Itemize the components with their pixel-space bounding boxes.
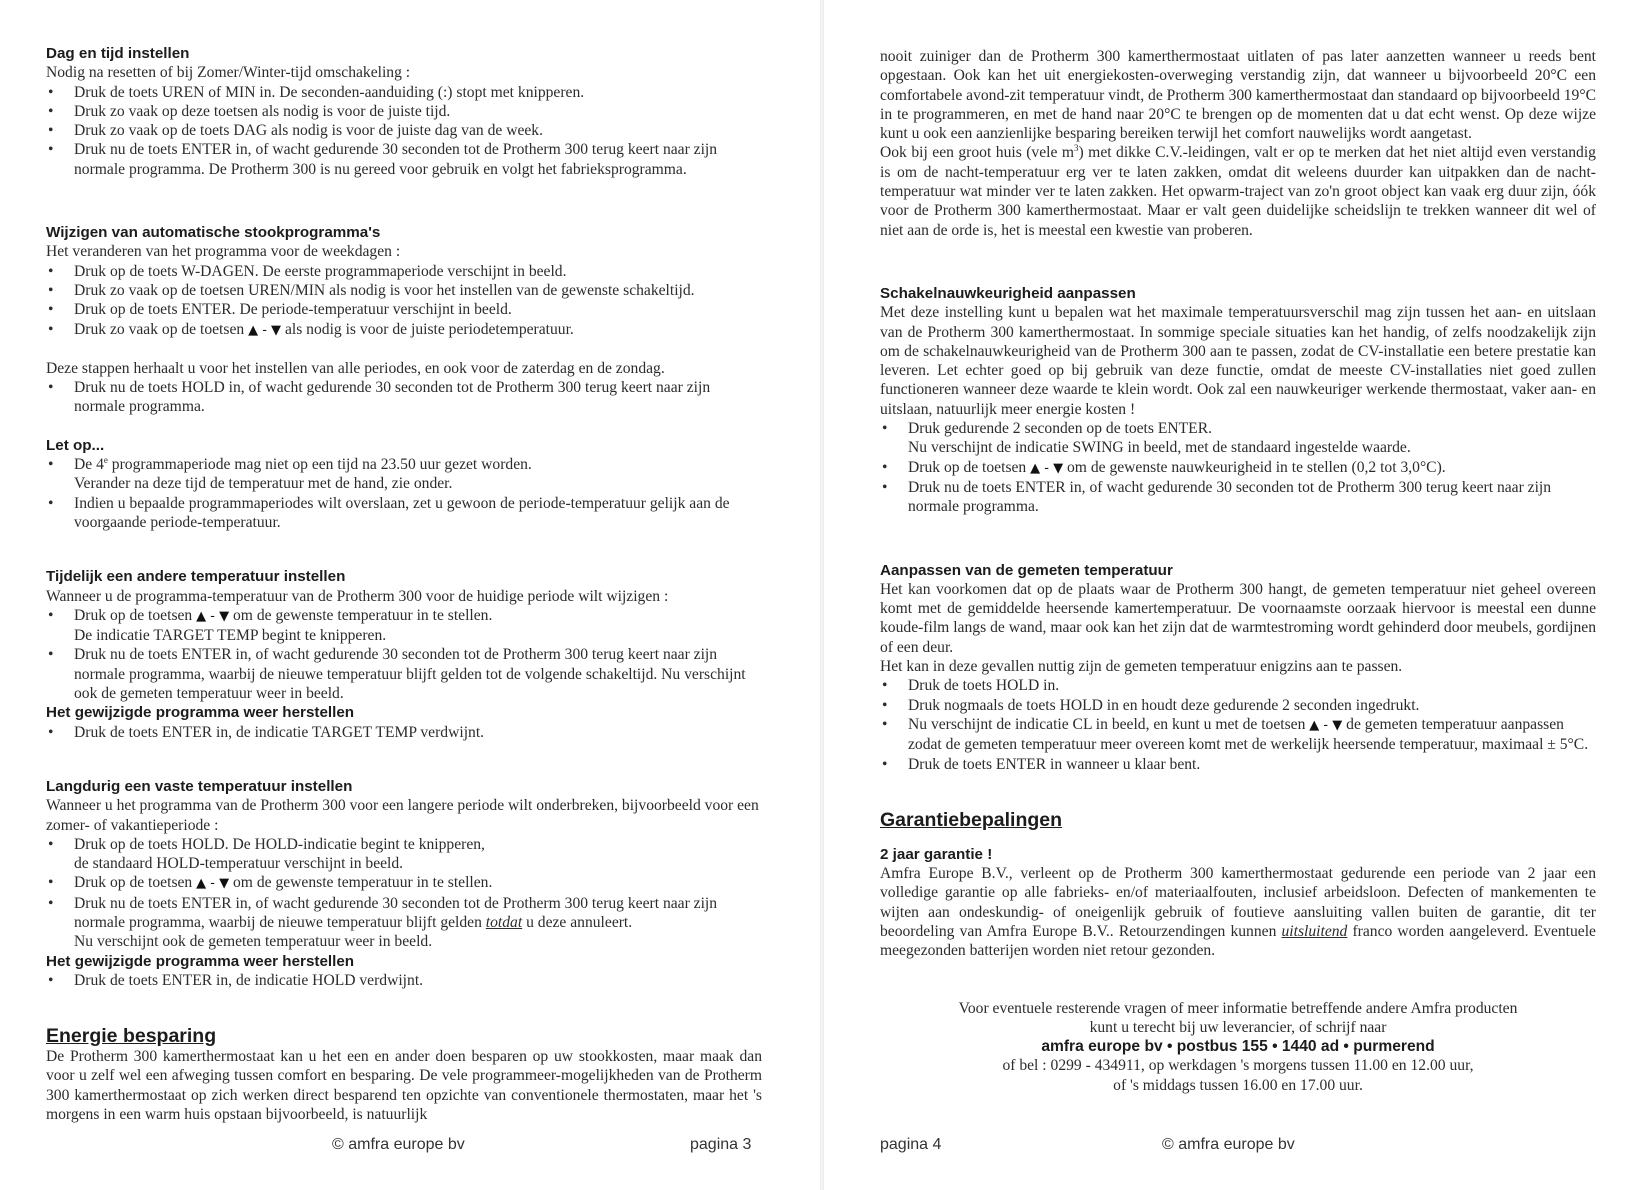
- list-item-text: Druk op de toets HOLD. De HOLD-indicatie begint te knipperen,: [74, 835, 485, 853]
- list-item: • Druk nu de toets ENTER in, of wacht gedurende 30 seconden tot de Protherm 300 terug keert naar zijn normale programma, waarbij de nieuwe temperatuur blijft gelden tot de volgende schakeltijd. Nu verschijnt ook de gemeten temperatuur weer in beeld.: [46, 645, 762, 703]
- paragraph-text: ) met dikke C.V.-leidingen, valt er op te merken dat het niet altijd even verstandig is om de nacht-temperatuur erg ver te laten zakken, omdat dit weleens duurder kan uitpakken dan de nacht-temperatuur wat minder ver te laten zakken. Het opwarm-traject van zo'n groot object kan vaak erg duur zijn, óók voor de Protherm 300 kamerthermostaat. Maar er valt geen duidelijke scheidslijn te trekken wanneer dit wel of niet aan de orde is, het is meestal een kwestie van proberen.: [880, 144, 1596, 239]
- paragraph: Deze stappen herhaalt u voor het instellen van alle periodes, en ook voor de zaterdag en de zondag.: [46, 359, 665, 377]
- list-item-text: Druk gedurende 2 seconden op de toets ENTER.: [908, 420, 1212, 438]
- superscript: e: [103, 454, 108, 465]
- list-item: [46, 894, 762, 952]
- list-item-continuation: Verander na deze tijd de temperatuur met de hand, zie onder.: [74, 475, 453, 493]
- list-item: [880, 419, 1596, 458]
- list-item: • Druk de toets ENTER in wanneer u klaar bent.: [880, 755, 1596, 774]
- list-item: • Druk nu de toets ENTER in, of wacht gedurende 30 seconden tot de Protherm 300 terug keert naar zijn normale programma.: [880, 478, 1596, 517]
- list-item-text: u deze annuleert.: [526, 913, 633, 931]
- contact-line: of bel : 0299 - 434911, op werkdagen 's morgens tussen 11.00 en 12.00 uur,: [1002, 1057, 1474, 1075]
- list-item: [46, 835, 762, 874]
- paragraph: Met deze instelling kunt u bepalen wat het maximale temperatuursverschil mag zijn tussen het aan- en uitslaan van de Protherm 300 kamerthermostaat. In sommige speciale situaties kan het handig, of zelfs noodzakelijk zijn om de schakelnauwkeurigheid van de Protherm 300 aan te passen, zodat de CV-installatie een betere prestatie kan leveren. Let echter goed op bij gebruik van deze functie, omdat de meeste CV-installaties niet goed zullen functioneren wanneer deze waarde te klein wordt. Ook zal een nauwkeuriger werkende thermostaat, vaker aan- en uitslaan, natuurlijk meer energie kosten !: [880, 304, 1596, 418]
- paragraph-text: franco worden aangeleverd. Eventuele meegezonden batterijen worden niet retour gezonden.: [880, 922, 1596, 960]
- up-down-arrows-icon: ▲ - ▼: [196, 608, 230, 624]
- footer-copyright: © amfra europe bv: [332, 1136, 465, 1153]
- section-intro: Wanneer u de programma-temperatuur van de Protherm 300 voor de huidige periode wilt wijzigen :: [46, 587, 669, 605]
- list-item-continuation: Nu verschijnt de indicatie SWING in beeld, met de standaard ingestelde waarde.: [908, 439, 1411, 457]
- list-item-text: Druk nu de toets ENTER in, of wacht gedurende 30 seconden tot de Protherm 300 terug keert naar zijn normale programma, waarbij de nieuwe temperatuur blijft gelden: [74, 894, 718, 931]
- up-down-arrows-icon: ▲ - ▼: [1309, 717, 1343, 733]
- footer-copyright: © amfra europe bv: [1162, 1136, 1295, 1153]
- section-title-stookprogramma: Wijzigen van automatische stookprogramma's: [46, 224, 381, 242]
- list-item-text: Druk op de toetsen: [74, 874, 193, 892]
- paragraph: nooit zuiniger dan de Protherm 300 kamerthermostaat uitlaten of pas later aanzetten wanneer u reeds bent opgestaan. Ook kan het uit energiekosten-overweging verstandig zijn, dat wanneer u bijvoorbeeld 20°C een comfortabele avond-zit temperatuur vindt, de Protherm 300 kamerthermostaat dan standaard op bijvoorbeeld 19°C in te programmeren, en met de hand naar 20°C te brengen op de momenten dat u dat echt wenst. Op deze wijze kunt u ook een aanzienlijke besparing bereiken terwijl het comfort nauwelijks wordt aangetast.: [880, 48, 1596, 143]
- paragraph-text: Amfra Europe B.V., verleent op de Protherm 300 kamerthermostaat gedurende een periode van 2 jaar een volledige garantie op alle fabrieks- en/of materiaalfouten, inclusief arbeidsloon. Defecten of mankementen te wijten aan ondeskundig- of oneigenlijk gebruik of foutieve aansluiting vallen buiten de garantie, dit ter beoordeling van Amfra Europe B.V.. Retourzendingen kunnen: [880, 865, 1596, 940]
- bullet-list: [46, 378, 762, 417]
- right-page: [822, 0, 1650, 1190]
- list-item-text: programmaperiode mag niet op een tijd na 23.50 uur gezet worden.: [107, 456, 532, 474]
- emphasis-totdat: totdat: [485, 913, 523, 931]
- contact-line: Voor eventuele resterende vragen of meer informatie betreffende andere Amfra producten: [958, 999, 1518, 1017]
- list-item: • Indien u bepaalde programmaperiodes wilt overslaan, zet u gewoon de periode-temperatuur gelijk aan de voorgaande periode-temperatuur.: [46, 494, 762, 533]
- list-item: • Druk zo vaak op de toetsen UREN/MIN als nodig is voor het instellen van de gewenste schakeltijd.: [46, 281, 762, 300]
- left-page: [0, 0, 822, 1190]
- bullet-list: [46, 262, 762, 340]
- list-item: [880, 715, 1596, 755]
- paragraph: [880, 864, 1596, 960]
- list-item: [46, 873, 762, 893]
- section-title-tijdelijk: Tijdelijk een andere temperatuur instellen: [46, 568, 346, 586]
- list-item: • Druk de toets ENTER in, de indicatie HOLD verdwijnt.: [46, 971, 762, 990]
- list-item: • Druk op de toets W-DAGEN. De eerste programmaperiode verschijnt in beeld.: [46, 262, 762, 281]
- sub-title-herstellen: Het gewijzigde programma weer herstellen: [46, 704, 355, 722]
- list-item: • Druk op de toets ENTER. De periode-temperatuur verschijnt in beeld.: [46, 300, 762, 319]
- section-title-gemeten-temperatuur: Aanpassen van de gemeten temperatuur: [880, 561, 1173, 579]
- superscript: 3: [1074, 143, 1079, 154]
- paragraph: De Protherm 300 kamerthermostaat kan u het een en ander doen besparen op uw stookkosten, maar maak dan voor u zelf wel een afweging tussen comfort en besparing. De vele programmeer-mogelijkheden van de Protherm 300 kamerthermostaat op zich werken direct besparend ten opzichte van conventionele thermostaten, maar het 's morgens in een warm huis opstaan bijvoorbeeld, is natuurlijk: [46, 1048, 762, 1124]
- up-down-arrows-icon: ▲ - ▼: [248, 322, 282, 338]
- list-item: [46, 320, 762, 340]
- list-item-text: om de gewenste temperatuur in te stellen.: [233, 606, 493, 624]
- section-title-dag-en-tijd: Dag en tijd instellen: [46, 45, 190, 62]
- list-item: • Druk de toets HOLD in.: [880, 676, 1596, 695]
- bullet-list: [46, 835, 762, 952]
- list-item: • Druk nogmaals de toets HOLD in en houdt deze gedurende 2 seconden ingedrukt.: [880, 696, 1596, 715]
- emphasis-uitsluitend: uitsluitend: [1281, 922, 1348, 940]
- list-item: [46, 606, 762, 646]
- list-item-text: Druk op de toetsen: [908, 458, 1027, 476]
- section-title-garantiebepalingen: Garantiebepalingen: [880, 808, 1063, 831]
- section-title-energie-besparing: Energie besparing: [46, 1025, 217, 1048]
- list-item: • Druk zo vaak op deze toetsen als nodig is voor de juiste tijd.: [46, 102, 762, 121]
- footer-page-number: pagina 3: [690, 1136, 752, 1153]
- left-column: [46, 44, 762, 1124]
- bullet-list: [880, 419, 1596, 516]
- sub-title-garantie: 2 jaar garantie !: [880, 845, 993, 863]
- section-intro: Nodig na resetten of bij Zomer/Winter-tijd omschakeling :: [46, 64, 411, 82]
- list-item-text: Nu verschijnt de indicatie CL in beeld, en kunt u met de toetsen: [908, 715, 1306, 733]
- section-intro: Wanneer u het programma van de Protherm 300 voor een langere periode wilt onderbreken, bijvoorbeeld voor een zomer- of vakantieperiode :: [46, 797, 759, 834]
- paragraph: [880, 143, 1596, 239]
- section-title-langdurig: Langdurig een vaste temperatuur instellen: [46, 777, 353, 795]
- list-item-continuation: De indicatie TARGET TEMP begint te knipperen.: [74, 627, 387, 645]
- footer-page-number: pagina 4: [880, 1136, 942, 1153]
- right-column: [880, 47, 1596, 1095]
- bullet-list: [46, 83, 762, 179]
- list-item: • Druk de toets UREN of MIN in. De seconden-aanduiding (:) stopt met knipperen.: [46, 83, 762, 102]
- list-item-text: om de gewenste nauwkeurigheid in te stellen (0,2 tot 3,0°C).: [1067, 458, 1446, 476]
- contact-line: of 's middags tussen 16.00 en 17.00 uur.: [1113, 1076, 1363, 1094]
- list-item: [46, 455, 762, 494]
- list-item-continuation: Nu verschijnt ook de gemeten temperatuur weer in beeld.: [74, 933, 433, 951]
- list-item-text: om de gewenste temperatuur in te stellen.: [233, 874, 493, 892]
- list-item-text: de gemeten temperatuur aanpassen zodat de gemeten temperatuur meer overeen komt met de werkelijk heersende temperatuur, maximaal ± 5°C.: [908, 715, 1589, 754]
- paragraph-text: Ook bij een groot huis (vele m: [880, 144, 1075, 162]
- contact-address: amfra europe bv • postbus 155 • 1440 ad • purmerend: [1041, 1038, 1435, 1056]
- bullet-list: [880, 676, 1596, 773]
- section-title-schakelnauwkeurigheid: Schakelnauwkeurigheid aanpassen: [880, 284, 1136, 302]
- contact-line: kunt u terecht bij uw leverancier, of schrijf naar: [1089, 1018, 1387, 1036]
- list-item: • Druk nu de toets HOLD in, of wacht gedurende 30 seconden tot de Protherm 300 terug keert naar zijn normale programma.: [46, 378, 762, 417]
- list-item-text: Druk zo vaak op de toetsen: [74, 320, 245, 338]
- paragraph: Het kan voorkomen dat op de plaats waar de Protherm 300 hangt, de gemeten temperatuur niet geheel overeen komt met de gemiddelde heersende kamertemperatuur. De voornaamste oorzaak hiervoor is meestal een dunne koude-film langs de wand, maar ook kan het zijn dat de warmtestroming wordt gehinderd door meubels, gordijnen of een deur.: [880, 580, 1596, 656]
- up-down-arrows-icon: ▲ - ▼: [196, 876, 230, 892]
- list-item-text: Druk op de toetsen: [74, 606, 193, 624]
- bullet-list: [46, 723, 762, 742]
- list-item: • Druk zo vaak op de toets DAG als nodig is voor de juiste dag van de week.: [46, 121, 762, 140]
- bullet-list: [46, 606, 762, 703]
- list-item-continuation: de standaard HOLD-temperatuur verschijnt in beeld.: [74, 855, 404, 873]
- contact-block: [880, 999, 1596, 1095]
- section-intro: Het veranderen van het programma voor de weekdagen :: [46, 243, 401, 261]
- bullet-list: [46, 971, 762, 990]
- list-item: [880, 458, 1596, 478]
- list-item-text: als nodig is voor de juiste periodetemperatuur.: [284, 320, 574, 338]
- list-item: • Druk nu de toets ENTER in, of wacht gedurende 30 seconden tot de Protherm 300 terug keert naar zijn normale programma. De Protherm 300 is nu gereed voor gebruik en volgt het fabrieksprogramma.: [46, 140, 762, 179]
- up-down-arrows-icon: ▲ - ▼: [1030, 460, 1064, 476]
- paragraph: Het kan in deze gevallen nuttig zijn de gemeten temperatuur enigzins aan te passen.: [880, 658, 1403, 676]
- bullet-list: [46, 455, 762, 532]
- list-item: • Druk de toets ENTER in, de indicatie TARGET TEMP verdwijnt.: [46, 723, 762, 742]
- list-item-text: De 4: [74, 456, 104, 474]
- section-title-let-op: Let op...: [46, 436, 105, 454]
- sub-title-herstellen: Het gewijzigde programma weer herstellen: [46, 952, 355, 970]
